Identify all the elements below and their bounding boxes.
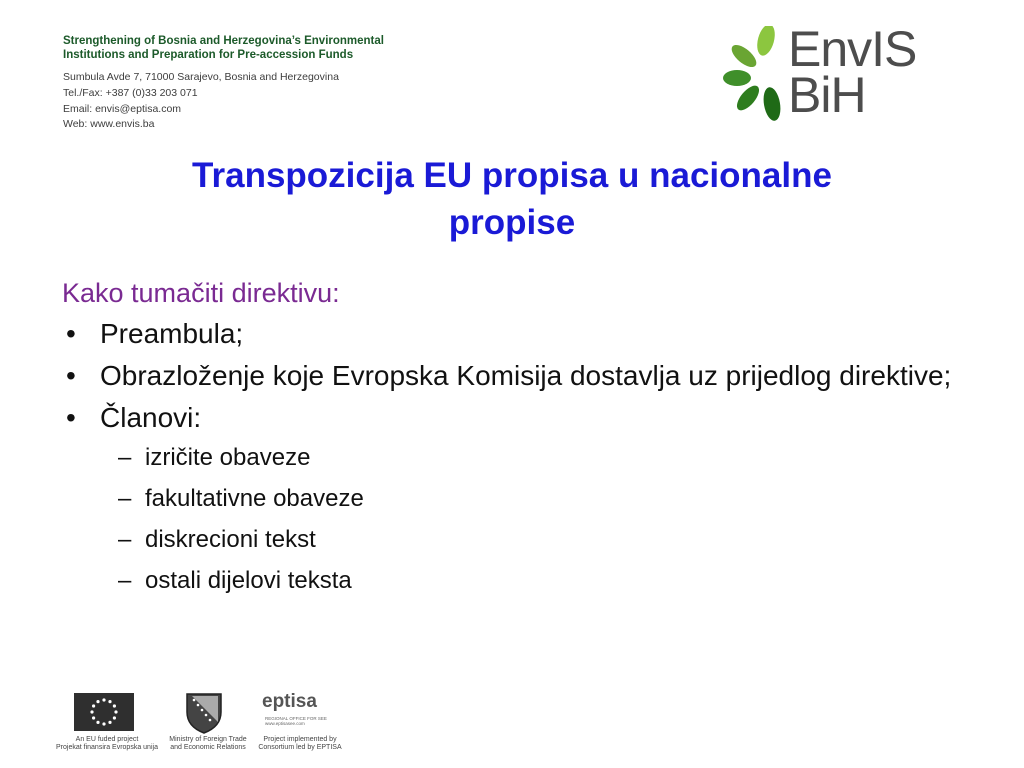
envis-logo-text bbox=[788, 21, 917, 123]
sub-bullet-item: – ostali dijelovi teksta bbox=[100, 566, 962, 596]
eptisa-regional-office: REGIONAL OFFICE FOR SEE bbox=[265, 716, 327, 721]
ministry-caption bbox=[158, 736, 258, 752]
eptisa-caption-line1: Project implemented by bbox=[263, 736, 337, 743]
organization-header bbox=[63, 34, 493, 133]
leaf-cluster-icon bbox=[722, 26, 792, 126]
email-text: Email: envis@eptisa.com bbox=[63, 102, 182, 115]
logo-line2: BiH bbox=[788, 67, 866, 123]
eptisa-logo: eptisa bbox=[262, 691, 317, 712]
sub-bullet-item: – izričite obaveze bbox=[100, 443, 962, 473]
eptisa-caption-line2: Consortium led by EPTISA bbox=[258, 744, 342, 751]
slide-content bbox=[62, 273, 962, 607]
organization-name-line1: Strengthening of Bosnia and Herzegovina’s Environmental bbox=[63, 35, 384, 47]
sub-bullet-item: – diskrecioni tekst bbox=[100, 525, 962, 555]
slide-title-line2: propise bbox=[448, 203, 576, 242]
bih-coat-of-arms-icon bbox=[184, 692, 224, 734]
footer-logos bbox=[52, 690, 352, 760]
eptisa-website: www.eptisasee.com bbox=[265, 721, 305, 726]
telephone-text: Tel./Fax: +387 (0)33 203 071 bbox=[63, 86, 198, 99]
slide-title bbox=[70, 152, 954, 246]
slide-title-line1: Transpozicija EU propisa u nacionalne bbox=[192, 156, 832, 195]
sub-bullet-item: – fakultativne obaveze bbox=[100, 484, 962, 514]
envis-bih-logo bbox=[722, 21, 962, 126]
logo-line1: EnvIS bbox=[788, 21, 917, 77]
eu-caption-line2: Projekat finansira Evropska unija bbox=[56, 744, 158, 751]
organization-name-line2: Institutions and Preparation for Pre-accession Funds bbox=[63, 49, 354, 61]
eu-flag-icon bbox=[74, 693, 134, 731]
lead-question: Kako tumačiti direktivu: bbox=[62, 278, 340, 308]
ministry-caption-line1: Ministry of Foreign Trade bbox=[169, 736, 247, 743]
bullet-item-with-sublist bbox=[62, 401, 962, 596]
eu-caption-line1: An EU fuded project bbox=[75, 736, 139, 743]
address-text: Sumbula Avde 7, 71000 Sarajevo, Bosnia and Herzegovina bbox=[63, 71, 339, 83]
bullet-item: • Obrazloženje koje Evropska Komisija dostavlja uz prijedlog direktive; bbox=[62, 359, 962, 393]
eptisa-logo-subtext bbox=[265, 716, 335, 726]
eu-caption bbox=[52, 736, 162, 752]
bullet-item-label: Članovi: bbox=[100, 402, 202, 433]
bullet-list bbox=[62, 317, 962, 596]
contact-block bbox=[63, 70, 493, 133]
sub-bullet-list bbox=[100, 443, 962, 596]
eptisa-caption bbox=[252, 736, 348, 752]
website-text: Web: www.envis.ba bbox=[63, 118, 155, 131]
ministry-caption-line2: and Economic Relations bbox=[170, 744, 246, 751]
bullet-item: • Preambula; bbox=[62, 317, 962, 351]
